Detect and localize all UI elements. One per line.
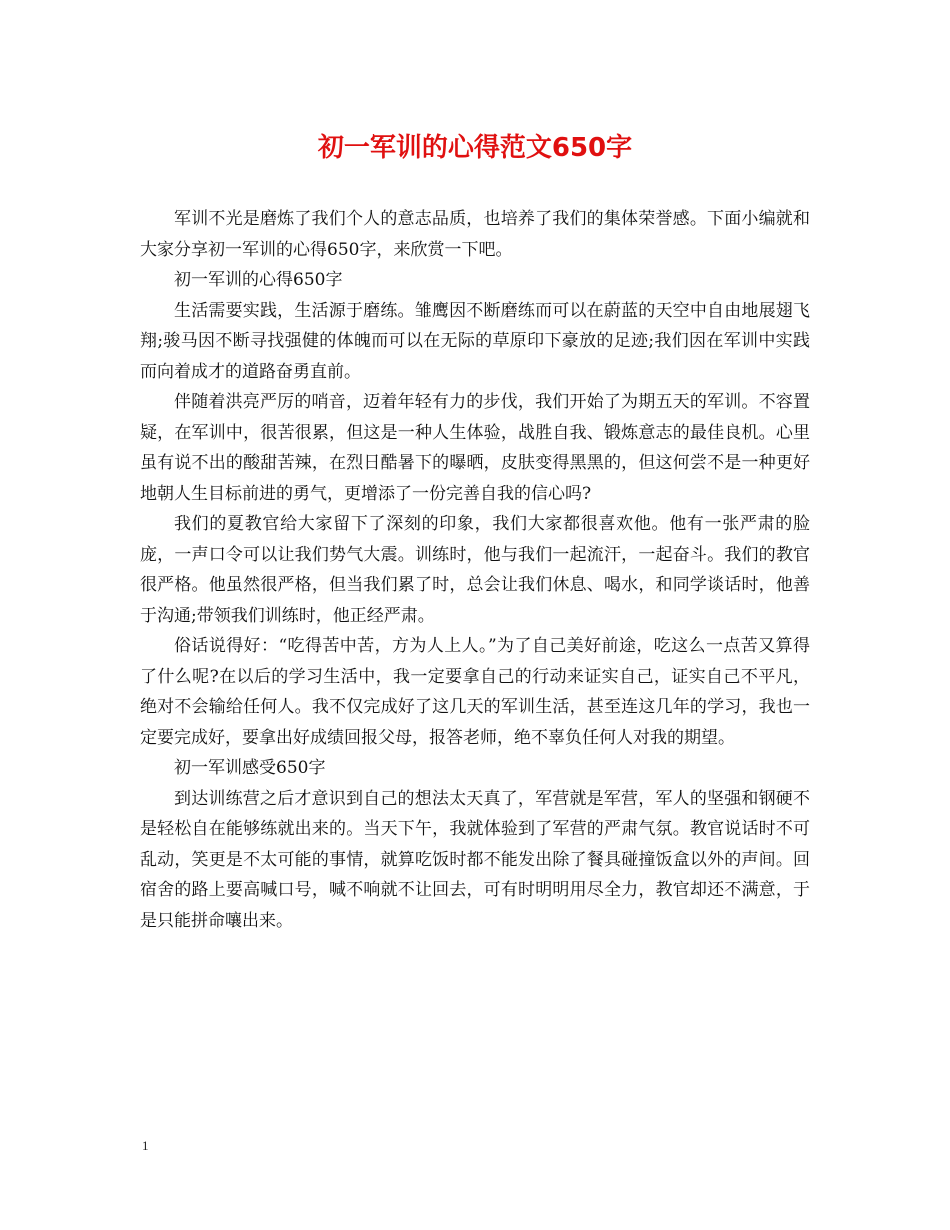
document-body bbox=[140, 204, 810, 936]
page-number: 1 bbox=[142, 1138, 149, 1153]
paragraph: 伴随着洪亮严厉的哨音，迈着年轻有力的步伐，我们开始了为期五天的军训。不容置疑，在军训中，很苦很累，但这是一种人生体验，战胜自我、锻炼意志的最佳良机。心里虽有说不出的酸甜苦辣，在烈日酷暑下的曝晒，皮肤变得黑黑的，但这何尝不是一种更好地朝人生目标前进的勇气，更增添了一份完善自我的信心吗? bbox=[140, 392, 810, 504]
section-heading-1: 初一军训的心得650字 bbox=[174, 270, 343, 290]
paragraph: 到达训练营之后才意识到自己的想法太天真了，军营就是军营，军人的坚强和钢硬不是轻松自在能够练就出来的。当天下午，我就体验到了军营的严肃气氛。教官说话时不可乱动，笑更是不太可能的事情，就算吃饭时都不能发出除了餐具碰撞饭盒以外的声间。回宿舍的路上要高喊口号，喊不响就不让回去，可有时明明用尽全力，教官却还不满意，于是只能拼命嚷出来。 bbox=[140, 788, 810, 931]
section-heading-2: 初一军训感受650字 bbox=[174, 758, 326, 778]
paragraph: 我们的夏教官给大家留下了深刻的印象，我们大家都很喜欢他。他有一张严肃的脸庞，一声口令可以让我们势气大震。训练时，他与我们一起流汗，一起奋斗。我们的教官很严格。他虽然很严格，但当我们累了时，总会让我们休息、喝水，和同学谈话时，他善于沟通;带领我们训练时，他正经严肃。 bbox=[140, 514, 810, 626]
paragraph-intro: 军训不光是磨炼了我们个人的意志品质，也培养了我们的集体荣誉感。下面小编就和大家分享初一军训的心得650字，来欣赏一下吧。 bbox=[140, 209, 810, 260]
paragraph: 俗话说得好：“吃得苦中苦，方为人上人。”为了自己美好前途，吃这么一点苦又算得了什么呢?在以后的学习生活中，我一定要拿自己的行动来证实自己，证实自己不平凡，绝对不会输给任何人。我不仅完成好了这几天的军训生活，甚至连这几年的学习，我也一定要完成好，要拿出好成绩回报父母，报答老师，绝不辜负任何人对我的期望。 bbox=[140, 636, 810, 748]
paragraph: 生活需要实践，生活源于磨练。雏鹰因不断磨练而可以在蔚蓝的天空中自由地展翅飞翔;骏马因不断寻找强健的体魄而可以在无际的草原印下豪放的足迹;我们因在军训中实践而向着成才的道路奋勇直前。 bbox=[140, 300, 810, 382]
page-title: 初一军训的心得范文650字 bbox=[317, 133, 633, 163]
